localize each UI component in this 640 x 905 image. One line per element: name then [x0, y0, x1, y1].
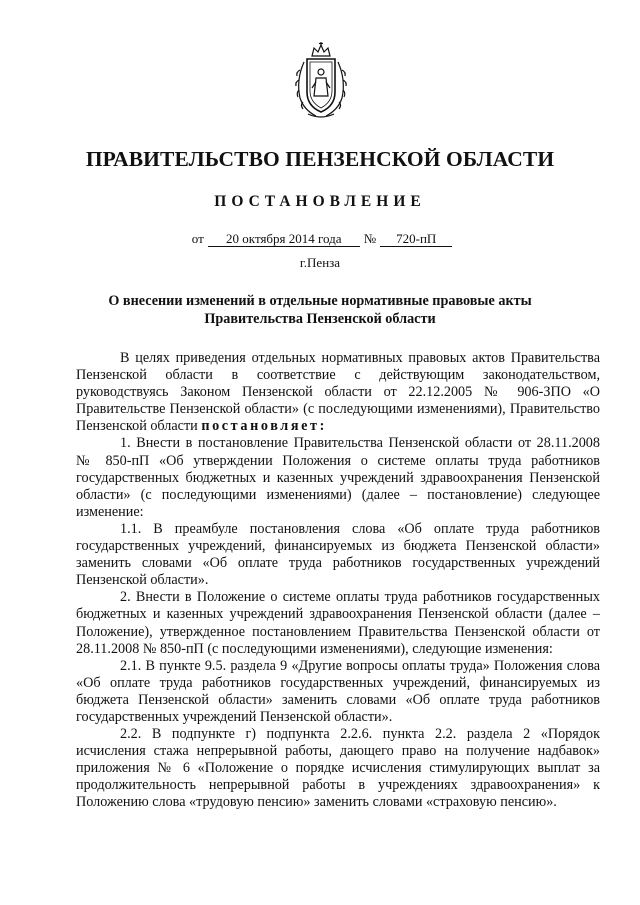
paragraph-1-1: 1.1. В преамбуле постановления слова «Об оплате труда работников государственных учреждений, финансируемых из бюджета Пензенской области» заменить словами «Об оплате труда работников государственных учреждений Пензенской области». [76, 520, 600, 589]
government-title: ПРАВИТЕЛЬСТВО ПЕНЗЕНСКОЙ ОБЛАСТИ [85, 147, 555, 171]
paragraph-1: 1. Внести в постановление Правительства Пензенской области от 28.11.2008 № 850-пП «Об утверждении Положения о системе оплаты труда работников государственных бюджетных и казенных учреждений здравоохранения Пензенской области» (с последующими изменениями) (далее – постановление) следующее изменение: [76, 435, 600, 520]
subject-line-1: О внесении изменений в отдельные нормативные правовые акты [108, 293, 532, 309]
paragraph-2-1: 2.1. В пункте 9.5. раздела 9 «Другие вопросы оплаты труда» Положения слова «Об оплате труда работников государственных учреждений, финансируемых из бюджета Пензенской области» заменить словами «Об оплате труда работников государственных учреждений Пензенской области». [76, 657, 600, 725]
number-prefix: № [363, 231, 377, 246]
coat-of-arms-emblem [290, 42, 352, 122]
document-number: 720-пП [380, 232, 452, 247]
subject-line-2: Правительства Пензенской области [204, 310, 436, 327]
intro-text: В целях приведения отдельных нормативных правовых актов Правительства Пензенской области в соответствие с действующим законодательством, руководствуясь Законом Пензенской области от 22.12.2005 № 906-ЗПО «О Правительстве Пензенской области» (с последующими изменениями), Правительство Пензенской области [76, 350, 600, 435]
city: г.Пенза [299, 255, 341, 270]
paragraph-2: 2. Внести в Положение о системе оплаты труда работников государственных бюджетных и казенных учреждений здравоохранения Пензенской области (далее – Положение), утвержденное постановлением Правительства Пензенской области от 28.11.2008 № 850-пП (с последующими изменениями), следующие изменения: [76, 589, 600, 657]
document-body [76, 350, 600, 812]
date-prefix: от [191, 231, 204, 246]
intro-paragraph [76, 350, 600, 435]
paragraph-2-2: 2.2. В подпункте г) подпункта 2.2.6. пункта 2.2. раздела 2 «Порядок исчисления стажа непрерывной работы, дающего право на получение надбавок» приложения № 6 «Положение о порядке исчисления стимулирующих выплат за продолжительность непрерывной работы в учреждениях здравоохранения» к Положению слова «трудовую пенсию» заменить словами «страховую пенсию». [76, 726, 600, 811]
date-number-line [0, 231, 640, 247]
resolves-word: постановляет: [201, 418, 327, 435]
document-date: 20 октября 2014 года [208, 232, 360, 247]
document-type: ПОСТАНОВЛЕНИЕ [214, 193, 426, 210]
document-subject [60, 293, 580, 328]
